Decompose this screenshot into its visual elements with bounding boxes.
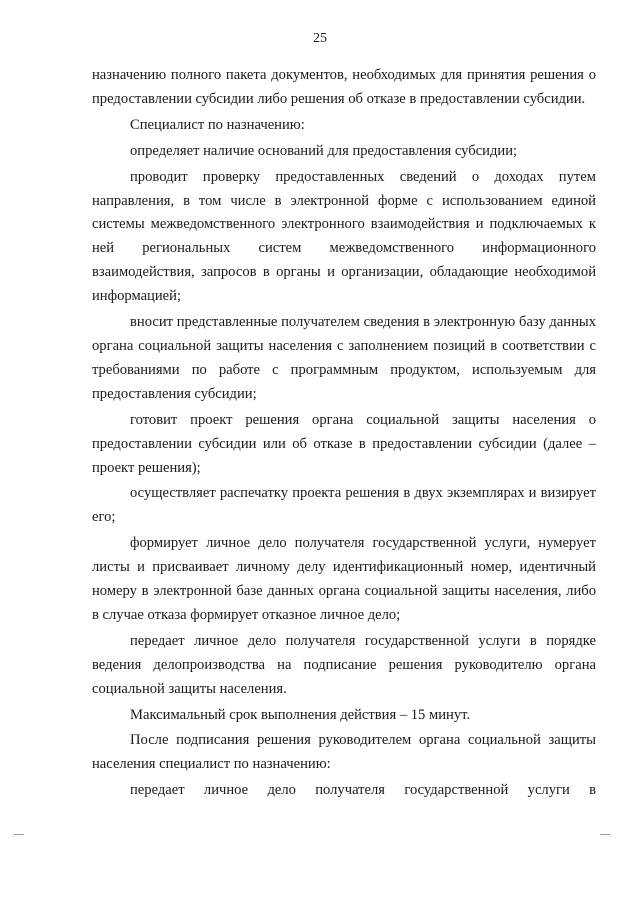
paragraph-prepares-draft: готовит проект решения органа социальной защиты населения о предоставлении субсидии или об отказе в предоставлении субсидии (далее – проект решения); <box>92 411 596 476</box>
scan-mark-left <box>14 834 24 835</box>
paragraph-transfers-file-tail: передает личное дело получателя государственной услуги в <box>130 782 596 799</box>
paragraph-checks-income: проводит проверку предоставленных сведений о доходах путем направления, в том числе в электронной форме с использованием единой системы межведомственного электронного взаимодействия и подключаемых к ней региональных систем межведомственного информационного взаимодействия, запросов в органы и организации, обладающие необходимой информацией; <box>92 168 596 305</box>
paragraph-enters-data: вносит представленные получателем сведения в электронную базу данных органа социальной защиты населения с заполнением позиций в соответствии с требованиями по работе с программным продуктом, используемым для предоставления субсидии; <box>92 314 596 402</box>
paragraph-prints-draft: осуществляет распечатку проекта решения в двух экземплярах и визирует его; <box>92 485 596 526</box>
scan-mark-right <box>600 834 610 835</box>
document-body <box>92 64 596 805</box>
paragraph-max-time: Максимальный срок выполнения действия – 15 минут. <box>130 706 471 723</box>
paragraph-continuation: назначению полного пакета документов, необходимых для принятия решения о предоставлении субсидии либо решения об отказе в предоставлении субсидии. <box>92 67 596 107</box>
paragraph-forms-file: формирует личное дело получателя государственной услуги, нумерует листы и присваивает личному делу идентификационный номер, идентичный номеру в электронной базе данных органа социальной защиты населения, либо в случае отказа формирует отказное личное дело; <box>92 535 596 623</box>
paragraph-transfers-file: передает личное дело получателя государственной услуги в порядке ведения делопроизводства на подписание решения руководителю органа социальной защиты населения. <box>92 632 596 697</box>
paragraph-determines-grounds: определяет наличие оснований для предоставления субсидии; <box>130 142 518 159</box>
page-number: 25 <box>313 31 327 46</box>
paragraph-after-signing: После подписания решения руководителем органа социальной защиты населения специалист по назначению: <box>92 732 596 773</box>
paragraph-specialist-heading: Специалист по назначению: <box>130 116 305 133</box>
